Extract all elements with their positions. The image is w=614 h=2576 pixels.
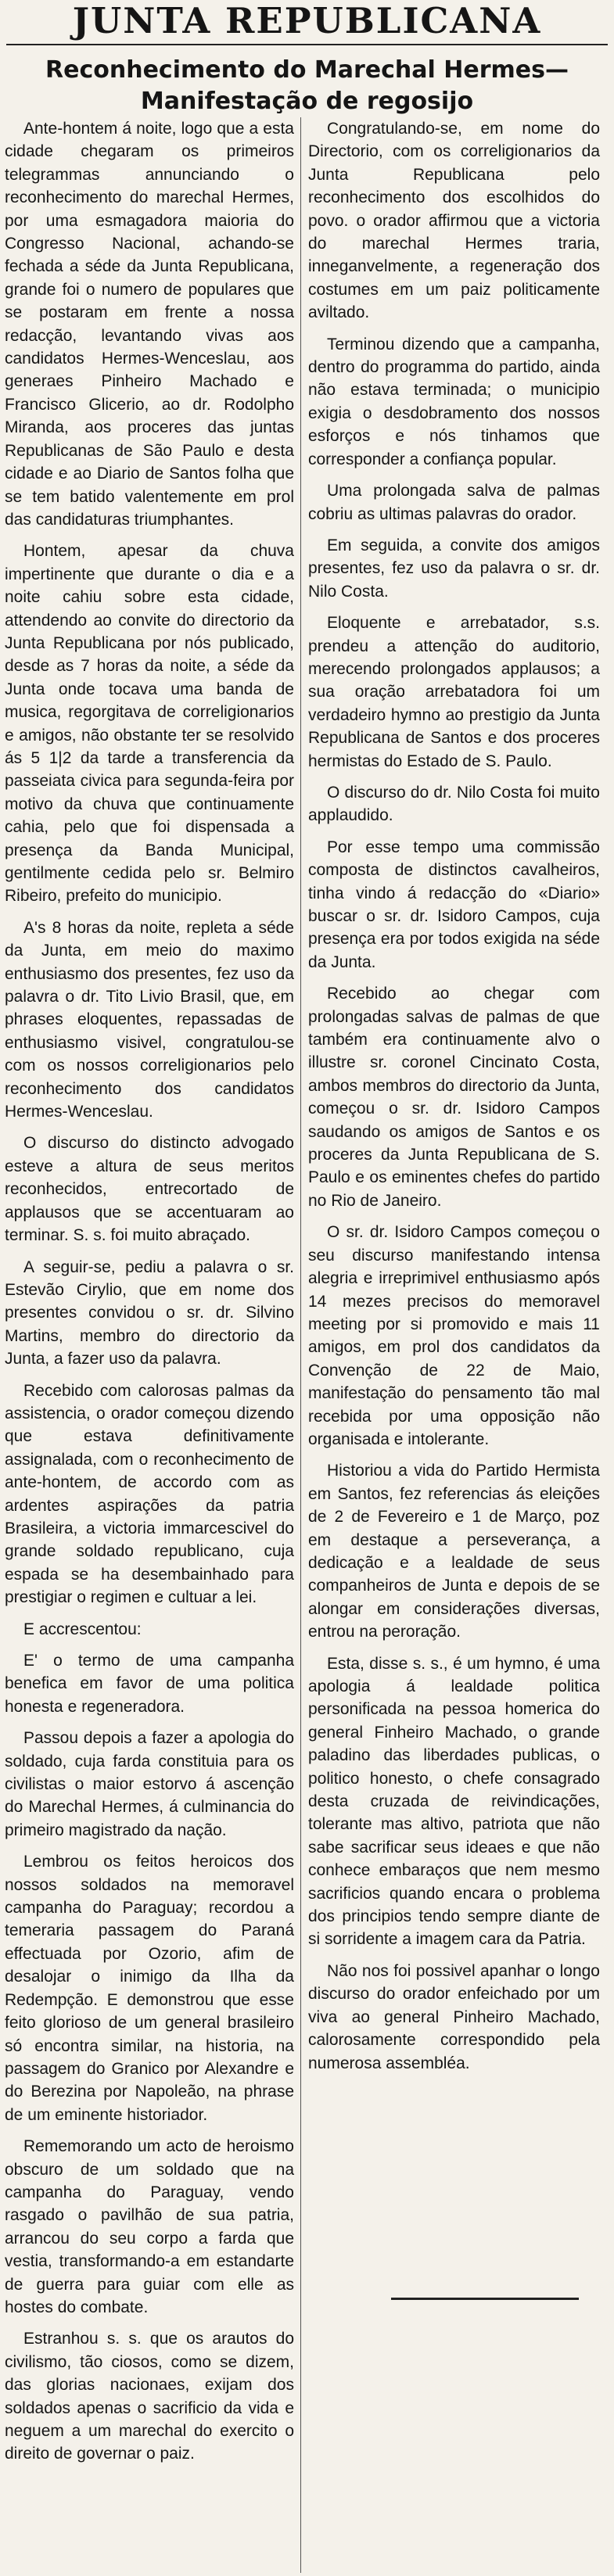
paragraph: A seguir-se, pediu a palavra o sr. Estevão Cirylio, que em nome dos presentes convidou o sr. dr. Silvino Martins, membro do directorio da Junta, a fazer uso da palavra.	[5, 1258, 294, 1369]
paragraph: O sr. dr. Isidoro Campos começou o seu discurso manifestando intensa alegria e irreprimivel enthusiasmo após 14 mezes precisos do memoravel meeting por si promovido e mais 11 amigos, em prol dos candidatos da Convenção de 22 de Maio, manifestação do pensamento tão mal recebida por uma opposição não organisada e intolerante.	[308, 1223, 600, 1448]
paragraph: Lembrou os feitos heroicos dos nossos soldados na memoravel campanha do Paraguay; recordou a temeraria passagem do Paraná effectuada por Ozorio, afim de desalojar o inimigo da Ilha da Redempção. E demonstrou que esse feito glorioso de um general brasileiro só encontra similar, na historia, na passagem do Granico por Alexandre e do Berezina por Napoleão, na phrase de um eminente historiador.	[5, 1853, 294, 2124]
paragraph: Eloquente e arrebatador, s.s. prendeu a attenção do auditorio, merecendo prolongados applausos; a sua oração arrebatadora foi um verdadeiro hymno ao prestigio da Junta Republicana de Santos e dos proceres hermistas do Estado de S. Paulo.	[308, 614, 600, 770]
paragraph: E accrescentou:	[23, 1620, 142, 1638]
paragraph: Por esse tempo uma commissão composta de distinctos cavalheiros, tinha vindo á redacção do «Diario» buscar o sr. dr. Isidoro Campos, cuja presença era por todos exigida na séde da Junta.	[308, 838, 600, 971]
paragraph: Uma prolongada salva de palmas cobriu as ultimas palavras do orador.	[308, 482, 600, 523]
paragraph: Não nos foi possivel apanhar o longo discurso do orador enfeichado por um viva ao general Pinheiro Machado, calorosamente correspondido pela numerosa assembléa.	[308, 1961, 600, 2072]
paragraph: E' o termo de uma campanha benefica em favor de uma politica honesta e regeneradora.	[5, 1652, 294, 1716]
masthead: JUNTA REPUBLICANA	[72, 0, 542, 41]
paragraph: O discurso do dr. Nilo Costa foi muito applaudido.	[308, 783, 600, 825]
paragraph: Terminou dizendo que a campanha, dentro do programma do partido, ainda não estava terminada; o municipio exigia o desdobramento dos nossos esforços e nós tinhamos que corresponder a confiança popular.	[308, 335, 600, 468]
paragraph: Ante-hontem á noite, logo que a esta cidade chegaram os primeiros telegrammas annunciando o reconhecimento do marechal Hermes, por uma esmagadora maioria do Congresso Nacional, achando-se fechada a séde da Junta Republicana, grande foi o numero de populares que se postaram em frente a nossa redacção, levantando vivas aos candidatos Hermes-Wenceslau, aos generaes Pinheiro Machado e Francisco Glicerio, ao dr. Rodolpho Miranda, aos proceres das juntas Republicanas de São Paulo e desta cidade e ao Diario de Santos folha que se tem batido valentemente em prol das candidaturas triumphantes.	[5, 120, 294, 529]
paragraph: Congratulando-se, em nome do Directorio, com os correligionarios da Junta Republicana pelo reconhecimento dos escolhidos do povo. o orador affirmou que a victoria do marechal Hermes traria, inneganvelmente, a regeneração dos costumes em um paiz politicamente aviltado.	[308, 120, 600, 322]
column-divider	[300, 117, 301, 2573]
paragraph: Em seguida, a convite dos amigos presentes, fez uso da palavra o sr. dr. Nilo Costa.	[308, 536, 600, 601]
right-column	[308, 117, 600, 2083]
paragraph: Rememorando um acto de heroismo obscuro de um soldado que na campanha do Paraguay, vendo rasgado o pavilhão de sua patria, arrancou do seu corpo a farda que vestia, transformando-a em estandarte de guerra para guiar com elle as hostes do combate.	[5, 2137, 294, 2316]
paragraph: Hontem, apesar da chuva impertinente que durante o dia e a noite cahiu sobre esta cidade, attendendo ao convite do directorio da Junta Republicana por nós publicado, desde as 7 horas da noite, a séde da Junta onde tocava uma banda de musica, regorgitava de correligionarios e amigos, não obstante ter se resolvido ás 5 1|2 da tarde a transferencia da passeiata civica para segunda-feira por motivo da chuva que continuamente cahia, pelo que foi dispensada a presença da Banda Municipal, gentilmente cedida pelo sr. Belmiro Ribeiro, prefeito do municipio.	[5, 542, 294, 906]
paragraph: Passou depois a fazer a apologia do soldado, cuja farda constituia para os civilistas o maior estorvo á ascenção do Marechal Hermes, á culminancia do primeiro magistrado da nação.	[5, 1729, 294, 1839]
paragraph: Esta, disse s. s., é um hymno, é uma apologia á lealdade politica personificada na pessoa homerica do general Finheiro Machado, o grande paladino das liberdades publicas, o politico honesto, o chefe consagrado desta cruzada de reivindicações, tolerante mas altivo, patriota que não sabe sacrificar seus ideaes e que não conhece embaraços que nem mesmo sacrificios quando encara o problema dos principios tendo sempre diante de si sorridente a imagem cara da Patria.	[308, 1654, 600, 1949]
article-headline: Reconhecimento do Marechal Hermes—Manifestação de regosijo	[45, 56, 569, 115]
paragraph: O discurso do distincto advogado esteve a altura de seus meritos reconhecidos, entrecortado de applausos que se accentuaram ao terminar. S. s. foi muito abraçado.	[5, 1134, 294, 1245]
article-end-rule	[391, 2298, 579, 2300]
paragraph: Estranhou s. s. que os arautos do civilismo, tão ciosos, como se dizem, das glorias nacionaes, exijam dos soldados apenas o sacrificio da vida e neguem a um marechal do exercito o direito de governar o paiz.	[5, 2330, 294, 2463]
paragraph: Historiou a vida do Partido Hermista em Santos, fez referencias ás eleições de 2 de Fevereiro e 1 de Março, poz em destaque a perseverança, a dedicação e a lealdade de seus companheiros de Junta e depois de se alongar em considerações diversas, entrou na peroração.	[308, 1462, 600, 1641]
paragraph: A's 8 horas da noite, repleta a séde da Junta, em meio do maximo enthusiasmo dos presentes, fez uso da palavra o dr. Tito Livio Brasil, que, em phrases eloquentes, repassadas de enthusiasmo visivel, congratulou-se com os nossos correligionarios pelo reconhecimento dos candidatos Hermes-Wenceslau.	[5, 918, 294, 1121]
masthead-rule	[6, 44, 608, 45]
paragraph: Recebido com calorosas palmas da assistencia, o orador começou dizendo que estava definitivamente assignalada, com o reconhecimento de ante-hontem, de accordo com as ardentes aspirações da patria Brasileira, a victoria immarcescivel do grande soldado republicano, cuja espada se ha desembainhado para prestigiar o regimen e cultuar a lei.	[5, 1381, 294, 1607]
left-column	[5, 117, 294, 2474]
paragraph: Recebido ao chegar com prolongadas salvas de palmas de que também era continuamente alvo o illustre sr. coronel Cincinato Costa, ambos membros do directorio da Junta, começou o sr. dr. Isidoro Campos saudando os amigos de Santos e os proceres da Junta Republicana de S. Paulo e os eminentes chefes do partido no Rio de Janeiro.	[308, 985, 600, 1210]
